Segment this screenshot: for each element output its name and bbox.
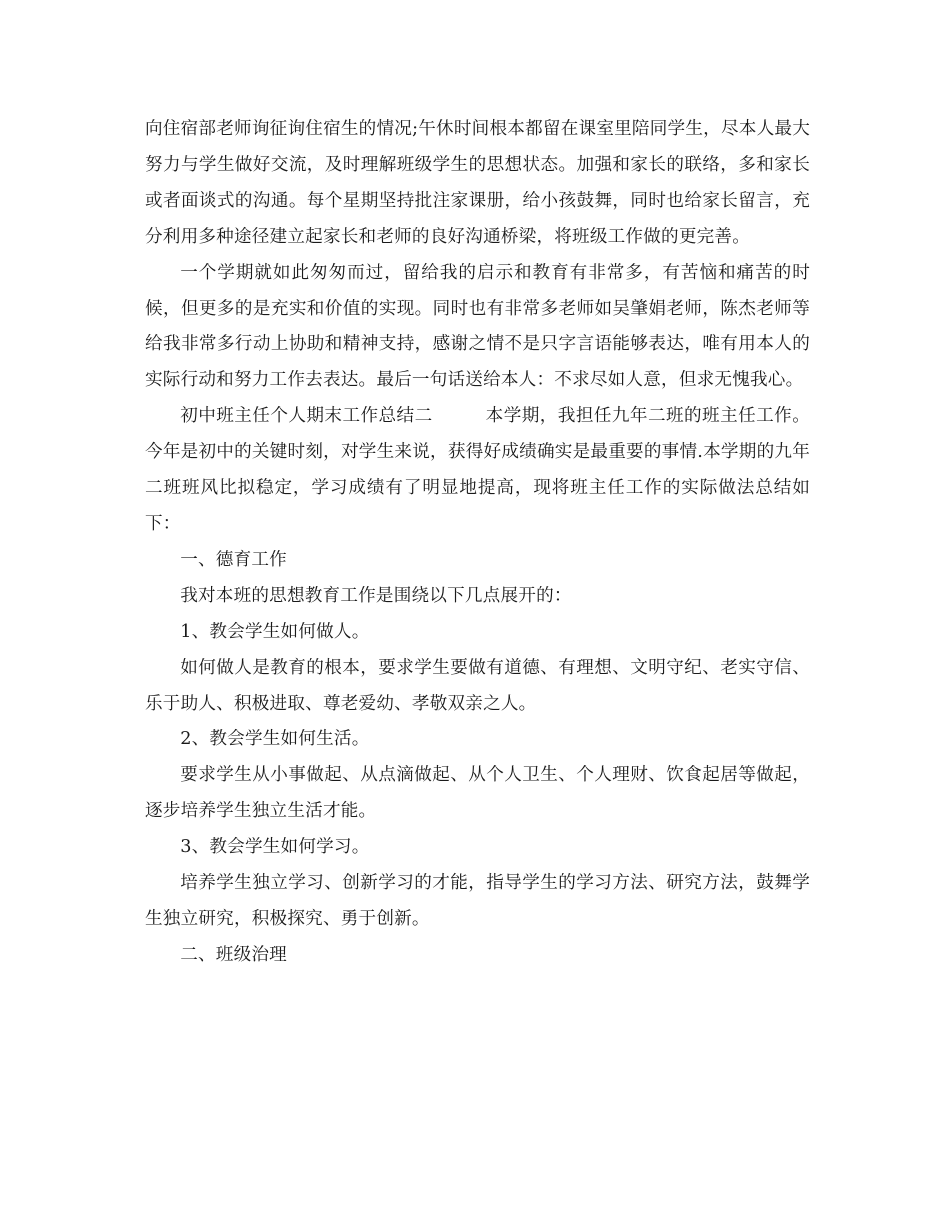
paragraph-semester-reflection: 一个学期就如此匆匆而过，留给我的启示和教育有非常多，有苦恼和痛苦的时候，但更多的是充实和价值的实现。同时也有非常多老师如吴肇娟老师，陈杰老师等给我非常多行动上协助和精神支持，感谢之情不是只字言语能够表达，唯有用本人的实际行动和努力工作去表达。最后一句话送给本人：不求尽如人意，但求无愧我心。 bbox=[145, 262, 810, 391]
item-3-text: 培养学生独立学习、创新学习的才能，指导学生的学习方法、研究方法，鼓舞学生独立研究，积极探究、勇于创新。 bbox=[145, 873, 810, 929]
item-1-text: 如何做人是教育的根本，要求学生要做有道德、有理想、文明守纪、老实守信、乐于助人、积极进取、尊老爱幼、孝敬双亲之人。 bbox=[145, 657, 810, 714]
item-2-heading: 2、教会学生如何生活。 bbox=[180, 729, 370, 750]
heading-moral-education: 一、德育工作 bbox=[180, 549, 287, 570]
item-1-heading: 1、教会学生如何做人。 bbox=[180, 621, 370, 642]
item-2-text: 要求学生从小事做起、从点滴做起、从个人卫生、个人理财、饮食起居等做起，逐步培养学生独立生活才能。 bbox=[145, 765, 810, 822]
paragraph-moral-intro: 我对本班的思想教育工作是围绕以下几点展开的： bbox=[180, 585, 572, 606]
summary-two-text: 本学期，我担任九年二班的班主任工作。今年是初中的关键时刻，对学生来说，获得好成绩确实是最重要的事情.本学期的九年二班班风比拟稳定，学习成绩有了明显地提高，现将班主任工作的实际做法总结如下： bbox=[145, 406, 810, 534]
document-body bbox=[145, 112, 810, 974]
heading-class-management: 二、班级治理 bbox=[180, 944, 287, 965]
item-3-heading: 3、教会学生如何学习。 bbox=[180, 837, 370, 858]
summary-two-title: 初中班主任个人期末工作总结二 bbox=[180, 406, 433, 427]
paragraph-continuation: 向住宿部老师询征询住宿生的情况;午休时间根本都留在课室里陪同学生，尽本人最大努力与学生做好交流，及时理解班级学生的思想状态。加强和家长的联络，多和家长或者面谈式的沟通。每个星期坚持批注家课册，给小孩鼓舞，同时也给家长留言，充分利用多种途径建立起家长和老师的良好沟通桥梁，将班级工作做的更完善。 bbox=[145, 119, 810, 247]
paragraph-summary-two-intro bbox=[145, 399, 810, 543]
